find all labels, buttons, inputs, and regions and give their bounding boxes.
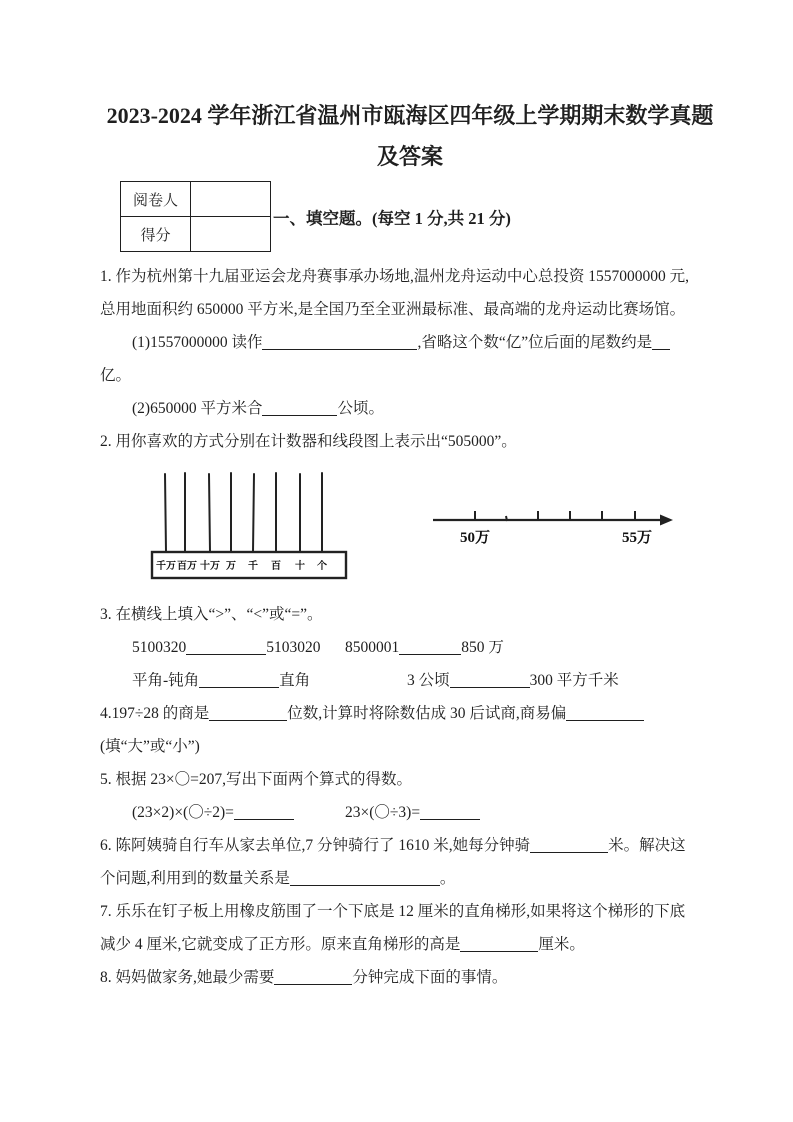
abacus-counter-figure	[150, 459, 350, 589]
question-text: 米。解决这个问题,利用到的数量关系是	[100, 837, 686, 887]
comparison-item	[132, 664, 345, 697]
question-text: 位数,计算时将除数估成 30 后试商,商易偏	[287, 705, 567, 722]
comparison-row-2	[100, 664, 693, 697]
answer-blank	[450, 673, 530, 688]
question-text: 亿。	[100, 367, 132, 384]
counter-label: 百万	[177, 561, 197, 572]
question-text: ,省略这个数“亿”位后面的尾数约是	[417, 334, 653, 351]
number-line-figure	[430, 500, 675, 552]
counter-label: 个	[317, 561, 327, 572]
section-header-row	[120, 181, 693, 252]
number-line-wrap	[430, 500, 675, 557]
question-text: 。	[439, 870, 456, 887]
counter-label: 十万	[200, 561, 220, 572]
grader-score-table	[120, 181, 271, 252]
comparison-right: 5103020	[266, 639, 321, 656]
question-text: 3. 在横线上填入“>”、“<”或“=”。	[100, 606, 323, 623]
number-line-label-right: 55万	[621, 530, 653, 546]
expression-text: (23×2)×(〇÷2)=	[132, 804, 234, 821]
answer-blank	[420, 805, 480, 820]
answer-blank	[290, 871, 440, 886]
question-text: 分钟完成下面的事情。	[352, 969, 508, 986]
expression-text: 23×(〇÷3)=	[345, 804, 421, 821]
question-2-figures	[150, 459, 693, 589]
comparison-item	[132, 631, 345, 664]
counter-label: 千	[248, 561, 258, 572]
counter-label: 千万	[156, 561, 176, 572]
score-label-cell: 得分	[121, 217, 191, 252]
counter-label: 百	[271, 561, 281, 572]
comparison-left: 8500001	[345, 639, 400, 656]
comparison-left: 平角-钝角	[132, 672, 200, 689]
question-text: (2)650000 平方米合	[132, 400, 263, 417]
comparison-right: 直角	[279, 672, 311, 689]
question-1-sub-2	[100, 392, 693, 425]
question-text: (1)1557000000 读作	[132, 334, 263, 351]
question-1-sub-1	[100, 326, 693, 392]
question-4-text	[100, 697, 693, 763]
question-text: 1. 作为杭州第十九届亚运会龙舟赛事承办场地,温州龙舟运动中心总投资 1557000000 元,总用地面积约 650000 平方米,是全国乃至全亚洲最标准、最高端的龙舟运动比赛场馆。	[100, 268, 690, 318]
question-text: 8. 妈妈做家务,她最少需要	[100, 969, 275, 986]
question-text: 4.197÷28 的商是	[100, 705, 210, 722]
answer-blank	[199, 673, 279, 688]
answer-blank	[652, 335, 670, 350]
question-3-text	[100, 598, 693, 631]
answer-blank	[186, 640, 266, 655]
question-text: 6. 陈阿姨骑自行车从家去单位,7 分钟骑行了 1610 米,她每分钟骑	[100, 837, 531, 854]
answer-blank	[274, 970, 352, 985]
question-text: 厘米。	[538, 936, 585, 953]
section-heading: 一、填空题。(每空 1 分,共 21 分)	[273, 208, 511, 228]
answer-blank	[460, 937, 538, 952]
expression-item	[345, 796, 480, 829]
question-text: 7. 乐乐在钉子板上用橡皮筋围了一个下底是 12 厘米的直角梯形,如果将这个梯形的下底减少 4 厘米,它就变成了正方形。原来直角梯形的高是	[100, 903, 686, 953]
answer-blank	[262, 401, 337, 416]
comparison-left: 3 公顷	[407, 672, 450, 689]
question-6-text	[100, 829, 693, 895]
question-7-text	[100, 895, 693, 961]
answer-blank	[209, 706, 287, 721]
answer-blank	[530, 838, 608, 853]
question-8-text	[100, 961, 693, 994]
comparison-item	[407, 664, 619, 697]
comparison-left: 5100320	[132, 639, 187, 656]
answer-blank	[234, 805, 294, 820]
expression-item	[132, 796, 345, 829]
comparison-item	[345, 631, 504, 664]
score-value-cell	[191, 217, 271, 252]
answer-blank	[399, 640, 461, 655]
question-2-text	[100, 425, 693, 458]
grader-row	[121, 182, 271, 217]
answer-blank	[566, 706, 644, 721]
counter-rods	[165, 473, 322, 552]
exam-title: 2023-2024 学年浙江省温州市瓯海区四年级上学期期末数学真题及答案	[106, 103, 714, 169]
question-1-text	[100, 260, 693, 326]
question-5-text	[100, 763, 693, 796]
arrowhead-icon	[660, 515, 673, 526]
question-5-expressions	[100, 796, 693, 829]
counter-label: 十	[295, 561, 305, 572]
grader-label-cell: 阅卷人	[121, 182, 191, 217]
question-text: 5. 根据 23×〇=207,写出下面两个算式的得数。	[100, 771, 412, 788]
grader-value-cell	[191, 182, 271, 217]
question-text: 公顷。	[337, 400, 384, 417]
answer-blank	[262, 335, 417, 350]
score-row	[121, 217, 271, 252]
counter-label: 万	[226, 561, 236, 572]
comparison-row-1	[100, 631, 693, 664]
question-text: 2. 用你喜欢的方式分别在计数器和线段图上表示出“505000”。	[100, 433, 517, 450]
number-line-label-left: 50万	[459, 530, 491, 546]
question-text: (填“大”或“小”)	[100, 738, 200, 755]
comparison-right: 850 万	[461, 639, 504, 656]
comparison-right: 300 平方千米	[529, 672, 619, 689]
